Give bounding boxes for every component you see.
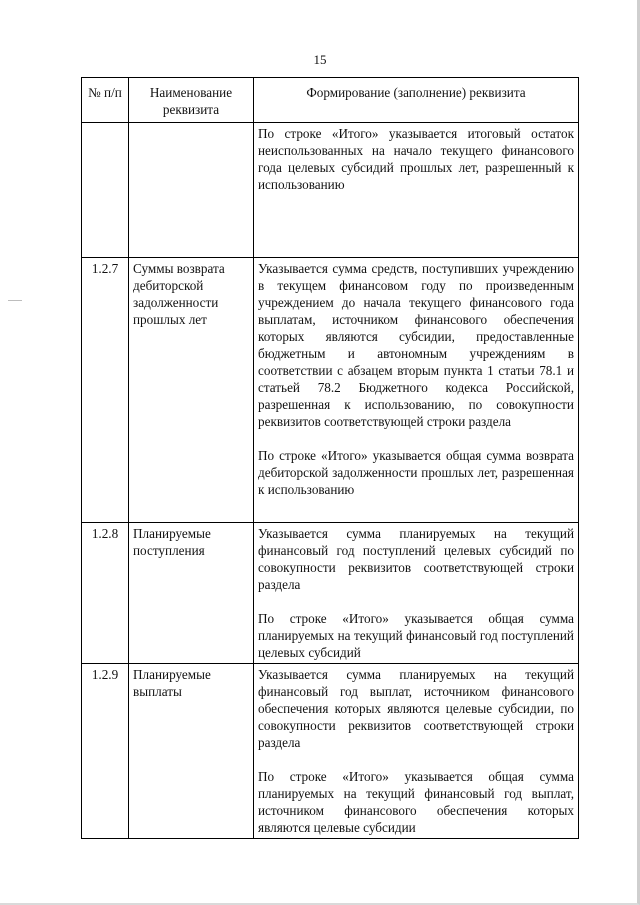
table-row bbox=[82, 523, 579, 664]
row-name: Планируемые выплаты bbox=[129, 664, 254, 839]
table-row bbox=[82, 258, 579, 523]
row-num: 1.2.7 bbox=[82, 258, 129, 523]
desc-paragraph: По строке «Итого» указывается итоговый остаток неиспользованных на начало текущего финансового года целевых субсидий прошлых лет, разрешенный к использованию bbox=[258, 126, 574, 192]
desc-paragraph: По строке «Итого» указывается общая сумма возврата дебиторской задолженности прошлых лет, разрешенная к использованию bbox=[258, 448, 574, 497]
row-desc bbox=[254, 258, 579, 523]
margin-mark bbox=[8, 300, 22, 301]
row-desc bbox=[254, 123, 579, 258]
header-num: № п/п bbox=[82, 78, 129, 123]
requisites-table bbox=[81, 77, 579, 839]
desc-paragraph: Указывается сумма средств, поступивших учреждению в текущем финансовом году по произведенным учреждением до начала текущего финансового года выплатам, источником финансового обеспечения которых являются субсидии, предоставленные бюджетным и автономным учреждениям в соответствии с абзацем вторым пункта 1 статьи 78.1 и статьей 78.2 Бюджетного кодекса Российской, разрешенная к использованию, по совокупности реквизитов соответствующей строки раздела bbox=[258, 261, 574, 429]
row-num: 1.2.8 bbox=[82, 523, 129, 664]
page-number: 15 bbox=[313, 52, 327, 67]
table-header-row bbox=[82, 78, 579, 123]
row-desc bbox=[254, 664, 579, 839]
desc-paragraph: Указывается сумма планируемых на текущий финансовый год поступлений целевых субсидий по совокупности реквизитов соответствующей строки раздела bbox=[258, 526, 574, 592]
row-name bbox=[129, 123, 254, 258]
table-row bbox=[82, 664, 579, 839]
desc-paragraph: По строке «Итого» указывается общая сумма планируемых на текущий финансовый год поступлений целевых субсидий bbox=[258, 611, 574, 660]
table-row bbox=[82, 123, 579, 258]
row-num: 1.2.9 bbox=[82, 664, 129, 839]
row-num bbox=[82, 123, 129, 258]
header-name: Наименование реквизита bbox=[129, 78, 254, 123]
desc-paragraph: Указывается сумма планируемых на текущий финансовый год выплат, источником финансового обеспечения которых являются целевые субсидии, по совокупности реквизитов соответствующей строки раздела bbox=[258, 667, 574, 750]
header-desc: Формирование (заполнение) реквизита bbox=[254, 78, 579, 123]
row-name: Суммы возврата дебиторской задолженности прошлых лет bbox=[129, 258, 254, 523]
desc-paragraph: По строке «Итого» указывается общая сумма планируемых на текущий финансовый год выплат, источником финансового обеспечения которых являются целевые субсидии bbox=[258, 769, 574, 835]
row-desc bbox=[254, 523, 579, 664]
row-name: Планируемые поступления bbox=[129, 523, 254, 664]
